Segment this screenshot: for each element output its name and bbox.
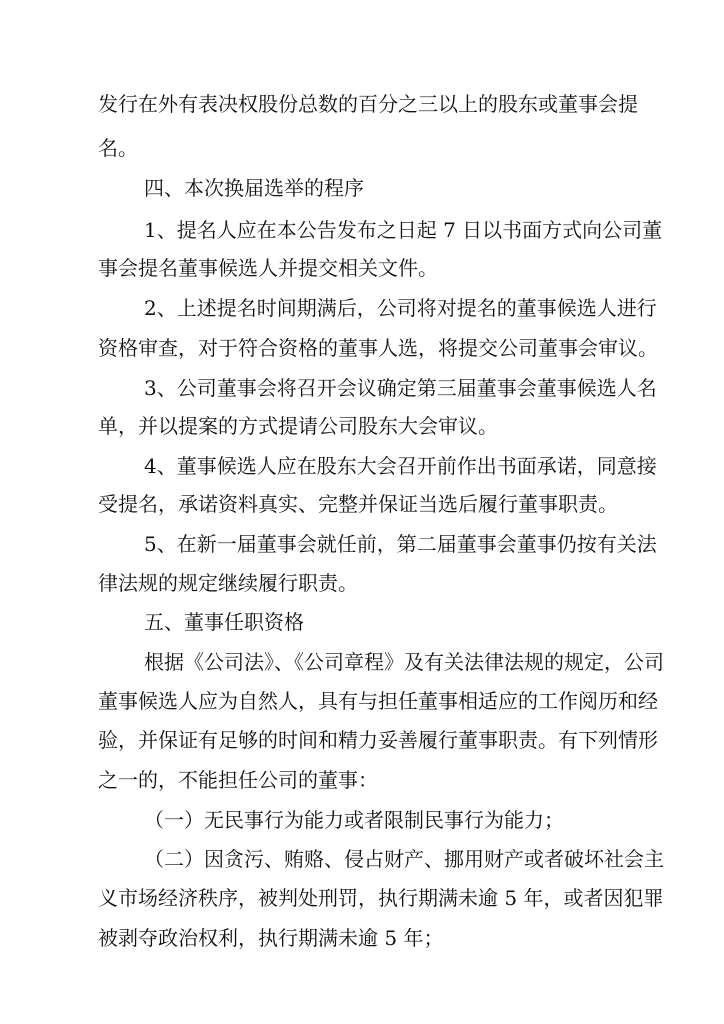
text-line: 单，并以提案的方式提请公司股东大会审议。 — [98, 414, 498, 438]
section-heading: 四、本次换届选举的程序 — [144, 176, 364, 200]
text-line: 义市场经济秩序，被判处刑罚，执行期满未逾 5 年，或者因犯罪 — [98, 886, 664, 910]
text-line: 2、上述提名时间期满后，公司将对提名的董事候选人进行 — [144, 296, 657, 320]
text-line: 名。 — [98, 136, 138, 160]
text-line: 1、提名人应在本公告发布之日起 7 日以书面方式向公司董 — [144, 218, 663, 242]
text-line: 4、董事候选人应在股东大会召开前作出书面承诺，同意接 — [144, 454, 657, 478]
text-line: 3、公司董事会将召开会议确定第三届董事会董事候选人名 — [144, 376, 657, 400]
text-line: 资格审查，对于符合资格的董事人选，将提交公司董事会审议。 — [98, 336, 658, 360]
text-line: 5、在新一届董事会就任前，第二届董事会董事仍按有关法 — [144, 532, 657, 556]
text-line: 之一的，不能担任公司的董事： — [98, 768, 378, 792]
list-item: （一）无民事行为能力或者限制民事行为能力； — [144, 808, 564, 832]
text-line: 被剥夺政治权利，执行期满未逾 5 年； — [98, 926, 444, 950]
text-line: 根据《公司法》、《公司章程》及有关法律法规的规定，公司 — [144, 650, 664, 674]
text-line: 律法规的规定继续履行职责。 — [98, 571, 358, 595]
text-line: 受提名，承诺资料真实、完整并保证当选后履行董事职责。 — [98, 492, 618, 516]
text-line: 董事候选人应为自然人，具有与担任董事相适应的工作阅历和经 — [98, 689, 658, 713]
section-heading: 五、董事任职资格 — [144, 610, 304, 634]
text-line: 发行在外有表决权股份总数的百分之三以上的股东或董事会提 — [98, 92, 638, 116]
text-line: 事会提名董事候选人并提交相关文件。 — [98, 256, 438, 280]
text-line: 验，并保证有足够的时间和精力妥善履行董事职责。有下列情形 — [98, 728, 658, 752]
list-item: （二）因贪污、贿赂、侵占财产、挪用财产或者破坏社会主 — [144, 847, 664, 871]
